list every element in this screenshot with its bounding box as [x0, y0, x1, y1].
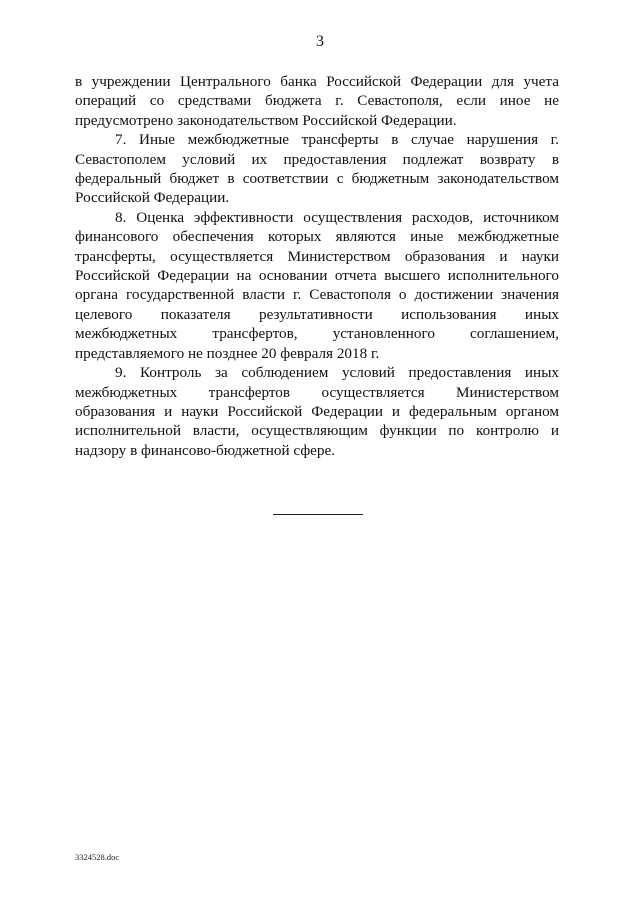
closing-divider: [273, 514, 363, 515]
paragraph-continuation: в учреждении Центрального банка Российской Федерации для учета операций со средствами бюджета г. Севастополя, если иное не предусмотрено законодательством Российской Федерации.: [75, 73, 559, 129]
document-file-code: 3324528.doc: [75, 852, 120, 862]
paragraph-item-9: 9. Контроль за соблюдением условий предоставления иных межбюджетных трансфертов осуществляется Министерством образования и науки Российской Федерации и федеральным органом исполнительной власти, осуществляющим функции по контролю и надзору в финансово-бюджетной сфере.: [75, 364, 559, 459]
paragraph-item-8: 8. Оценка эффективности осуществления расходов, источником финансового обеспечения которых являются иные межбюджетные трансферты, осуществляется Министерством образования и науки Российской Федерации на основании отчета высшего исполнительного органа государственной власти г. Севастополя о достижении значения целевого показателя результативности использования иных межбюджетных трансфертов, установленного соглашением, представляемого не позднее 20 февраля 2018 г.: [75, 208, 559, 362]
document-body: [75, 72, 559, 460]
page-number: 3: [316, 33, 324, 50]
paragraph-item-7: 7. Иные межбюджетные трансферты в случае нарушения г. Севастополем условий их предоставления подлежат возврату в федеральный бюджет в соответствии с бюджетным законодательством Российской Федерации.: [75, 131, 559, 207]
